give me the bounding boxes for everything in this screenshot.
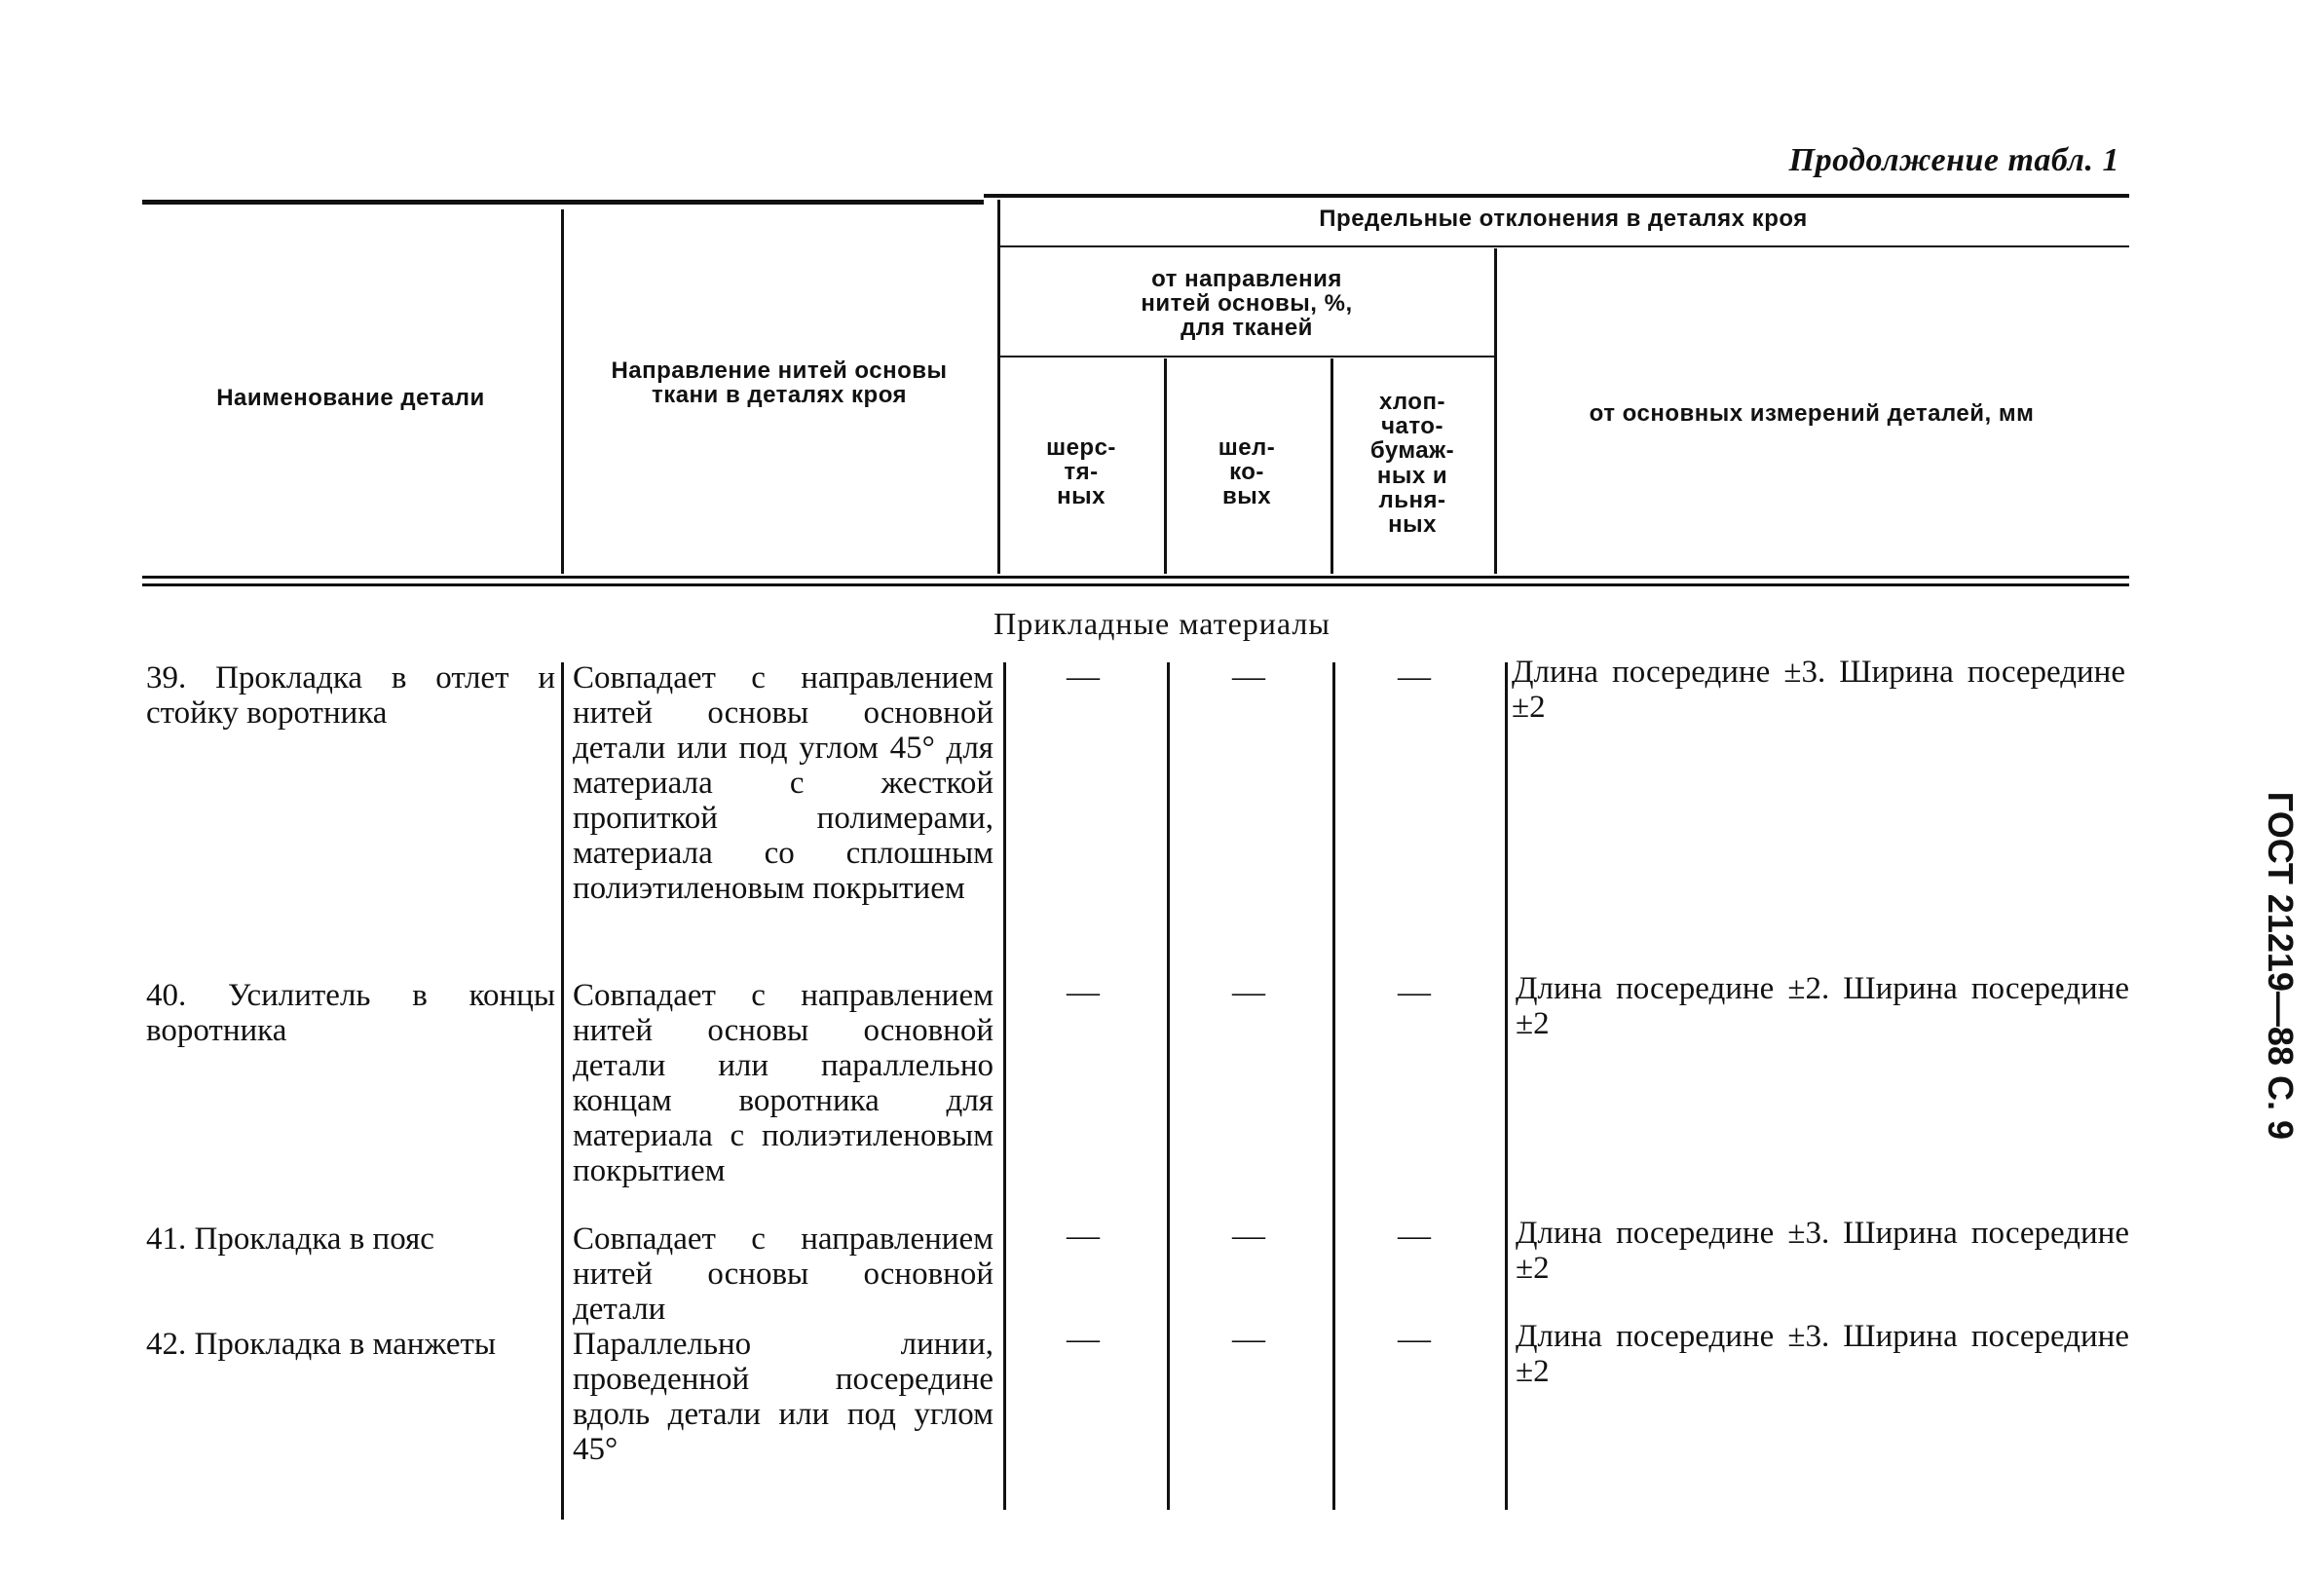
thread-rule <box>999 356 1494 357</box>
top-rule-left <box>142 200 984 205</box>
section-title: Прикладные материалы <box>993 606 1331 641</box>
header-wool: шерс- тя- ных <box>1046 434 1116 510</box>
header-vline-2 <box>997 200 1000 574</box>
row-39-name: 39. Прокладка в отлет и стойку воротника <box>146 660 555 731</box>
row-42-cotton: — <box>1398 1321 1431 1357</box>
continuation-label: Продолжение табл. 1 <box>1788 142 2119 178</box>
row-41-cotton: — <box>1398 1218 1431 1254</box>
row-41-name: 41. Прокладка в пояс <box>146 1221 434 1257</box>
row-40-deviation: Длина посередине ±2. Ширина посередине ±2 <box>1516 971 2129 1041</box>
header-deviations: Предельные отклонения в деталях кроя <box>1319 206 1808 232</box>
header-vline-1 <box>561 209 564 574</box>
header-silk: шел- ко- вых <box>1218 434 1276 510</box>
row-42-direction: Параллельно линии, проведенной посередине вдоль детали или под углом 45° <box>573 1327 993 1467</box>
row-40-name: 40. Усилитель в концы воротника <box>146 978 555 1048</box>
header-direction: Направление нитей основы ткани в деталях кроя <box>611 357 948 409</box>
row-41-silk: — <box>1232 1218 1265 1254</box>
header-vline-4 <box>1331 358 1333 574</box>
header-thread: от направления нитей основы, %, для тканей <box>1141 266 1353 342</box>
row-39-wool: — <box>1067 658 1100 695</box>
row-40-cotton: — <box>1398 974 1431 1010</box>
header-bottom-rule-1 <box>142 576 2129 579</box>
body-vline-3 <box>1167 662 1170 1510</box>
row-40-direction: Совпадает с направлением нитей основы основной детали или параллельно концам воротника для материала с полиэтиленовым покрытием <box>573 978 993 1188</box>
row-39-silk: — <box>1232 658 1265 695</box>
body-vline-1 <box>561 662 564 1520</box>
row-39-deviation: Длина посередине ±3. Ширина посередине ±2 <box>1512 655 2125 725</box>
row-42-wool: — <box>1067 1321 1100 1357</box>
row-42-name: 42. Прокладка в манжеты <box>146 1327 497 1362</box>
header-vline-5 <box>1494 248 1497 574</box>
row-39-cotton: — <box>1398 658 1431 695</box>
body-vline-4 <box>1332 662 1335 1510</box>
header-measure: от основных измерений деталей, мм <box>1589 400 2035 427</box>
body-vline-5 <box>1505 662 1508 1510</box>
header-cotton: хлоп- чато- бумаж- ных и льня- ных <box>1369 389 1455 538</box>
row-41-wool: — <box>1067 1218 1100 1254</box>
deviation-rule <box>999 245 2129 247</box>
row-41-deviation: Длина посередине ±3. Ширина посередине ±2 <box>1516 1216 2129 1286</box>
header-name: Наименование детали <box>216 385 485 411</box>
row-42-silk: — <box>1232 1321 1265 1357</box>
row-41-direction: Совпадает с направлением нитей основы основной детали <box>573 1221 993 1327</box>
row-39-direction: Совпадает с направлением нитей основы основной детали или под углом 45° для материала с жесткой пропиткой полимерами, материала со сплошным полиэтиленовым покрытием <box>573 660 993 906</box>
top-rule-right <box>984 194 2129 198</box>
row-40-silk: — <box>1232 974 1265 1010</box>
row-42-deviation: Длина посередине ±3. Ширина посередине ±2 <box>1516 1319 2129 1389</box>
standard-side-label: ГОСТ 21219—88 С. 9 <box>2261 791 2301 1140</box>
header-bottom-rule-2 <box>142 583 2129 586</box>
body-vline-2 <box>1003 662 1006 1510</box>
row-40-wool: — <box>1067 974 1100 1010</box>
header-vline-3 <box>1164 358 1167 574</box>
